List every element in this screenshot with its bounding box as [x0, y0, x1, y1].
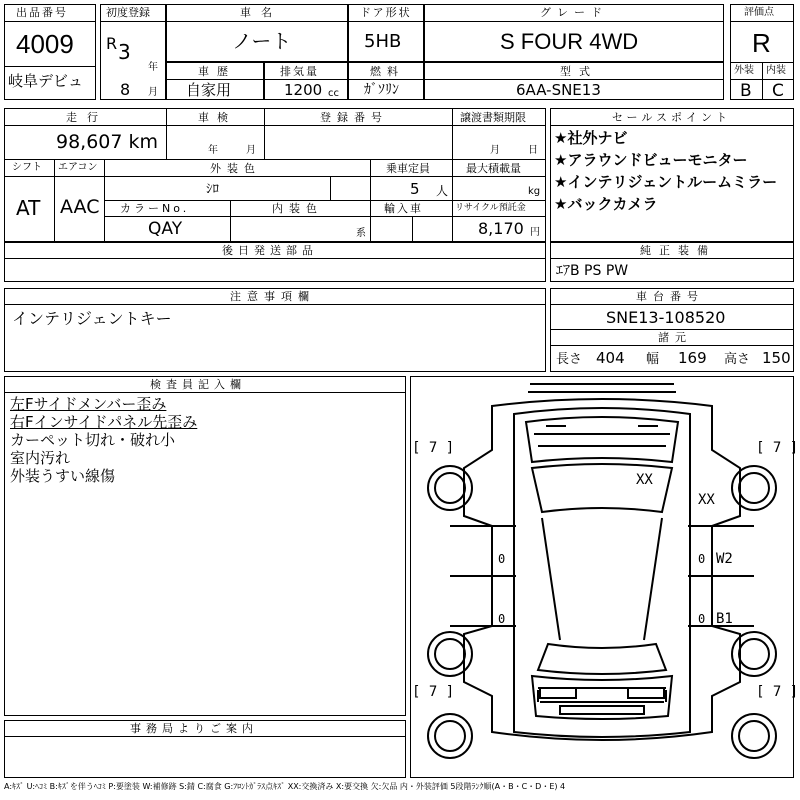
displacement: 1200	[284, 81, 323, 99]
load-unit: kg	[528, 186, 541, 197]
mark-roof: XX	[636, 472, 653, 488]
grade: S FOUR 4WD	[500, 29, 639, 54]
inspector-line-2: 右Fインサイドパネル先歪み	[10, 413, 198, 431]
color-label: 外装色	[210, 162, 261, 175]
notes-label: 注意事項欄	[230, 290, 315, 303]
dims-label: 諸元	[658, 331, 692, 344]
specs-box	[4, 108, 546, 242]
capacity: 5	[410, 180, 420, 198]
year-unit: 年	[148, 62, 158, 73]
lot-number-label: 出品番号	[16, 6, 68, 19]
mark-rf: XX	[698, 492, 715, 508]
chassis-label: 車台番号	[636, 290, 704, 303]
door: 5HB	[364, 31, 402, 52]
color-no-label: カラーNo.	[120, 202, 190, 215]
chassis-number: SNE13-108520	[606, 308, 726, 327]
recycle-unit: 円	[530, 227, 540, 238]
notes: インテリジェントキー	[12, 309, 172, 328]
recycle-label: リサイクル預託金	[455, 203, 526, 213]
transfer-day-unit: 日	[528, 145, 538, 156]
model: 6AA-SNE13	[516, 81, 601, 99]
length-label: 長さ	[556, 352, 583, 367]
fuel: ｶﾞｿﾘﾝ	[364, 82, 399, 98]
sales-points-label: セールスポイント	[612, 111, 732, 124]
interior-label: 内装	[766, 65, 786, 76]
mileage-label: 走行	[66, 111, 108, 124]
equipment: ｴｱB PS PW	[556, 263, 629, 279]
mark-rdoor-r: B1	[716, 611, 733, 627]
month-unit: 月	[148, 87, 158, 98]
mark-rdoor-f: W2	[716, 551, 733, 567]
sales-point-1: ★社外ナビ	[554, 129, 628, 147]
door-label: ドア形状	[360, 6, 412, 19]
ac: AAC	[60, 196, 100, 218]
ac-label: エアコン	[58, 162, 98, 173]
legend: A:ｷｽﾞ U:ﾍｺﾐ B:ｷｽﾞを伴うﾍｺﾐ P:要塗装 W:補修跡 S:錆 C:腐食 G:ﾌﾛﾝﾄｶﾞﾗｽ点ｷｽﾞ XX:交換済み X:要交換 欠:欠品 内・外装評価 5段階ﾗﾝｸ順(A・B・C・D・E) 4	[4, 782, 566, 791]
transfer-label: 譲渡書類期限	[460, 111, 526, 124]
car-name-label: 車名	[240, 6, 282, 19]
fuel-label: 燃料	[370, 65, 404, 78]
import-label: 輸入車	[384, 202, 423, 215]
inspection-label: 車検	[198, 111, 236, 124]
tire-rl: [ 7 ]	[412, 684, 455, 700]
tire-fr: [ 7 ]	[756, 440, 799, 456]
mileage: 98,607 km	[56, 131, 159, 153]
mark-zero-l1: 0	[498, 552, 506, 566]
car-outline	[410, 376, 794, 778]
inspector-line-3: カーペット切れ・破れ小	[10, 431, 176, 449]
height-label: 高さ	[724, 352, 751, 367]
sales-point-2: ★アラウンドビューモニター	[554, 151, 748, 169]
equipment-label: 純正装備	[640, 244, 716, 257]
office-label: 事務局よりご案内	[130, 722, 258, 735]
history: 自家用	[186, 81, 232, 99]
shift-label: シフト	[12, 162, 42, 173]
recycle: 8,170	[478, 219, 524, 238]
reg-year: 3	[118, 40, 131, 64]
width-label: 幅	[646, 352, 660, 367]
color: ｼﾛ	[206, 182, 219, 197]
inspector-line-1: 左Fサイドメンバー歪み	[10, 395, 167, 413]
exterior-label: 外装	[734, 65, 754, 76]
cc-unit: cc	[328, 88, 339, 99]
displacement-label: 排気量	[280, 65, 319, 78]
grade-label: グレード	[540, 6, 608, 19]
tire-rr: [ 7 ]	[756, 684, 799, 700]
inspector-label: 検査員記入欄	[150, 378, 246, 391]
lot-number: 4009	[16, 29, 74, 59]
transfer-month-unit: 月	[490, 145, 500, 156]
shift: AT	[16, 196, 41, 220]
inspector-line-5: 外装うすい線傷	[10, 467, 116, 485]
later-parts-label: 後日発送部品	[222, 244, 318, 257]
color-no: QAY	[148, 219, 183, 239]
era-prefix: R	[106, 34, 118, 53]
interior-grade: C	[772, 81, 784, 101]
reg-no-label: 登録番号	[320, 111, 388, 124]
width: 169	[678, 349, 707, 367]
length: 404	[596, 349, 625, 367]
interior-color-unit: 系	[356, 228, 366, 239]
mark-zero-r2: 0	[698, 612, 706, 626]
height: 150	[762, 349, 791, 367]
score: R	[752, 28, 771, 58]
history-label: 車歴	[198, 65, 236, 78]
tire-fl: [ 7 ]	[412, 440, 455, 456]
inspector-line-4: 室内汚れ	[10, 449, 71, 467]
first-reg-label: 初度登録	[106, 6, 150, 19]
sales-point-3: ★インテリジェントルームミラー	[554, 173, 778, 191]
insp-year-unit: 年	[208, 145, 218, 156]
capacity-unit: 人	[436, 184, 449, 198]
car-name: ノート	[232, 29, 292, 53]
insp-month-unit: 月	[246, 145, 256, 156]
load-label: 最大積載量	[466, 162, 521, 175]
model-label: 型式	[560, 65, 598, 78]
venue: 岐阜デビュ	[8, 72, 84, 90]
mark-zero-r1: 0	[698, 552, 706, 566]
reg-month: 8	[120, 80, 131, 99]
interior-color-label: 内装色	[272, 202, 323, 215]
exterior-grade: B	[740, 81, 752, 101]
mark-zero-l2: 0	[498, 612, 506, 626]
sales-point-4: ★バックカメラ	[554, 195, 658, 213]
capacity-label: 乗車定員	[386, 162, 430, 175]
score-label: 評価点	[744, 7, 774, 18]
